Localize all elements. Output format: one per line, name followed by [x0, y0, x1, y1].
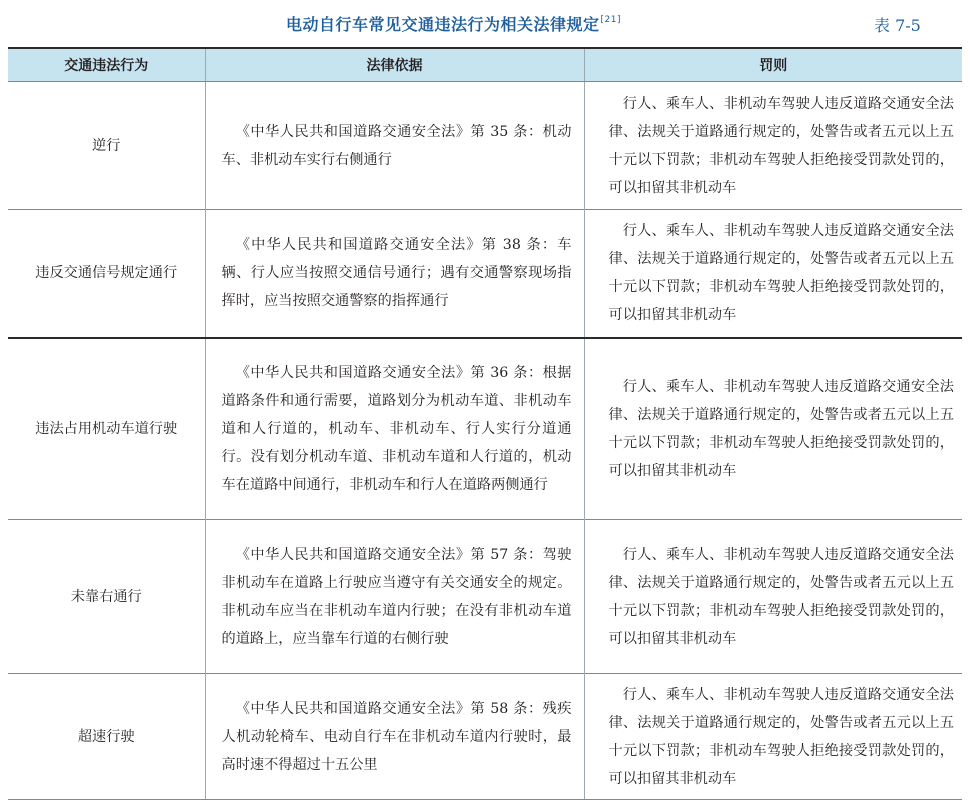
violations-table [8, 47, 962, 800]
table-header-row [8, 48, 962, 82]
column-header-basis: 法律依据 [205, 48, 584, 82]
basis-cell: 《中华人民共和国道路交通安全法》第 38 条：车辆、行人应当按照交通信号通行；遇有交通警察现场指挥时，应当按照交通警察的指挥通行 [205, 210, 584, 338]
violation-cell: 违反交通信号规定通行 [8, 210, 205, 338]
violation-cell: 超速行驶 [8, 674, 205, 800]
table-row [8, 82, 962, 210]
table-row [8, 674, 962, 800]
basis-cell: 《中华人民共和国道路交通安全法》第 58 条：残疾人机动轮椅车、电动自行车在非机动车道内行驶时，最高时速不得超过十五公里 [205, 674, 584, 800]
penalty-cell: 行人、乘车人、非机动车驾驶人违反道路交通安全法律、法规关于道路通行规定的，处警告或者五元以上五十元以下罚款；非机动车驾驶人拒绝接受罚款处罚的，可以扣留其非机动车 [584, 210, 962, 338]
table-title: 电动自行车常见交通违法行为相关法律规定[21] [286, 15, 621, 34]
penalty-cell: 行人、乘车人、非机动车驾驶人违反道路交通安全法律、法规关于道路通行规定的，处警告或者五元以上五十元以下罚款；非机动车驾驶人拒绝接受罚款处罚的，可以扣留其非机动车 [584, 520, 962, 674]
penalty-cell: 行人、乘车人、非机动车驾驶人违反道路交通安全法律、法规关于道路通行规定的，处警告或者五元以上五十元以下罚款；非机动车驾驶人拒绝接受罚款处罚的，可以扣留其非机动车 [584, 338, 962, 520]
table-number: 表 7-5 [874, 16, 921, 35]
violation-cell: 逆行 [8, 82, 205, 210]
table-row [8, 210, 962, 338]
reference-mark: [21] [600, 15, 621, 25]
penalty-cell: 行人、乘车人、非机动车驾驶人违反道路交通安全法律、法规关于道路通行规定的，处警告或者五元以上五十元以下罚款；非机动车驾驶人拒绝接受罚款处罚的，可以扣留其非机动车 [584, 674, 962, 800]
basis-cell: 《中华人民共和国道路交通安全法》第 57 条：驾驶非机动车在道路上行驶应当遵守有关交通安全的规定。非机动车应当在非机动车道内行驶；在没有非机动车道的道路上，应当靠车行道的右侧行驶 [205, 520, 584, 674]
table-caption [0, 8, 970, 40]
violation-cell: 未靠右通行 [8, 520, 205, 674]
violation-cell: 违法占用机动车道行驶 [8, 338, 205, 520]
column-header-violation: 交通违法行为 [8, 48, 205, 82]
basis-cell: 《中华人民共和国道路交通安全法》第 35 条：机动车、非机动车实行右侧通行 [205, 82, 584, 210]
penalty-cell: 行人、乘车人、非机动车驾驶人违反道路交通安全法律、法规关于道路通行规定的，处警告或者五元以上五十元以下罚款；非机动车驾驶人拒绝接受罚款处罚的，可以扣留其非机动车 [584, 82, 962, 210]
table-row [8, 338, 962, 520]
table-row [8, 520, 962, 674]
basis-cell: 《中华人民共和国道路交通安全法》第 36 条：根据道路条件和通行需要，道路划分为机动车道、非机动车道和人行道的，机动车、非机动车、行人实行分道通行。没有划分机动车道、非机动车道和人行道的，机动车在道路中间通行，非机动车和行人在道路两侧通行 [205, 338, 584, 520]
column-header-penalty: 罚则 [584, 48, 962, 82]
